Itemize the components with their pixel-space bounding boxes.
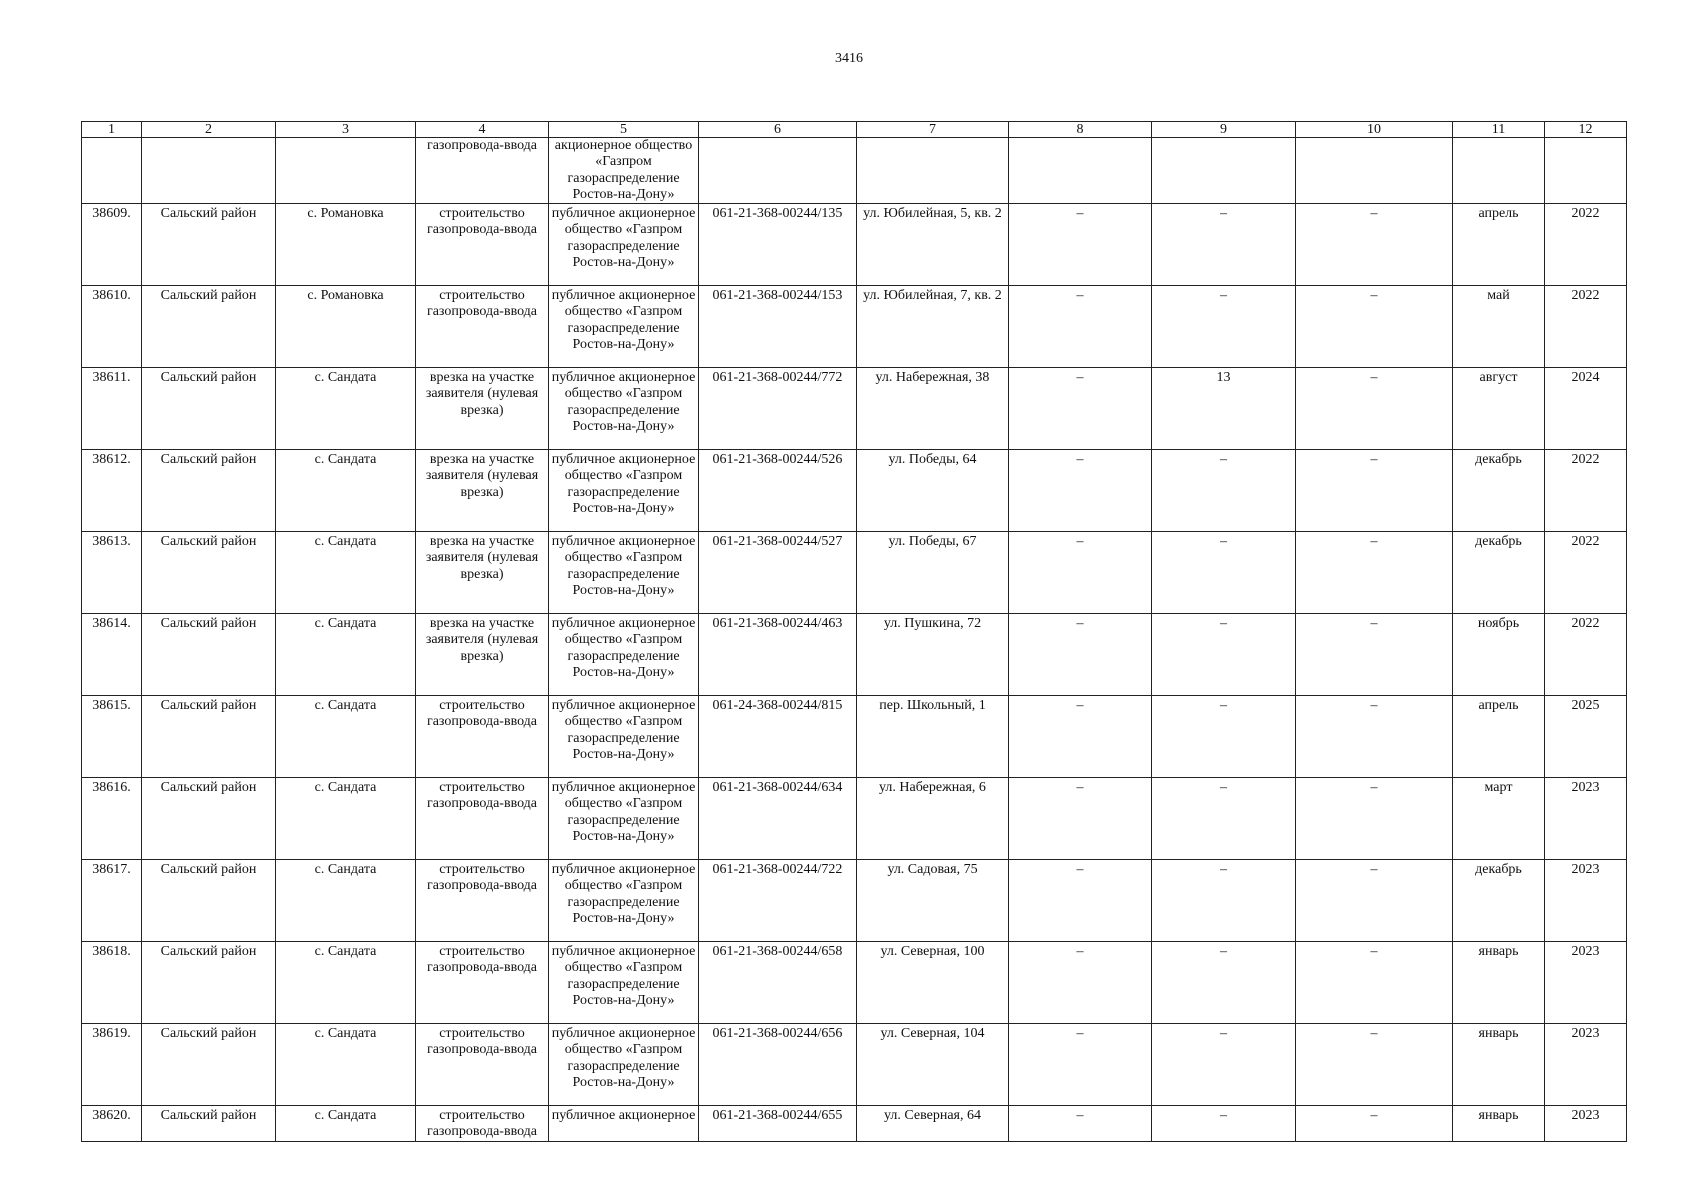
- cell-work-type: врезка на участке заявителя (нулевая врезка): [416, 450, 549, 532]
- cell-year: 2023: [1545, 942, 1627, 1024]
- cell-col10: –: [1296, 286, 1453, 368]
- column-header: 11: [1453, 122, 1545, 138]
- cell-org: публичное акционерное общество «Газпром газораспределение Ростов-на-Дону»: [549, 778, 699, 860]
- cell-work-type: строительство газопровода-ввода: [416, 204, 549, 286]
- cell-org: публичное акционерное общество «Газпром газораспределение Ростов-на-Дону»: [549, 286, 699, 368]
- cell-col10: –: [1296, 532, 1453, 614]
- cell-work-type: строительство газопровода-ввода: [416, 286, 549, 368]
- cell-org: публичное акционерное общество «Газпром газораспределение Ростов-на-Дону»: [549, 368, 699, 450]
- cell-work-type: строительство газопровода-ввода: [416, 942, 549, 1024]
- cell-col8: –: [1009, 1106, 1152, 1142]
- table-row: [82, 450, 1627, 532]
- cell-col10: –: [1296, 368, 1453, 450]
- cell-num: [82, 138, 142, 204]
- cell-col8: –: [1009, 286, 1152, 368]
- cell-locality: с. Сандата: [276, 614, 416, 696]
- column-header: 4: [416, 122, 549, 138]
- cell-org: публичное акционерное общество «Газпром газораспределение Ростов-на-Дону»: [549, 1024, 699, 1106]
- cell-district: Сальский район: [142, 450, 276, 532]
- cell-org: публичное акционерное общество «Газпром газораспределение Ростов-на-Дону»: [549, 696, 699, 778]
- cell-col8: [1009, 138, 1152, 204]
- cell-month: декабрь: [1453, 532, 1545, 614]
- table-row: [82, 204, 1627, 286]
- table-row: [82, 696, 1627, 778]
- cell-locality: [276, 138, 416, 204]
- cell-num: 38612.: [82, 450, 142, 532]
- cell-year: 2024: [1545, 368, 1627, 450]
- cell-district: Сальский район: [142, 614, 276, 696]
- cell-address: ул. Северная, 100: [857, 942, 1009, 1024]
- cell-col8: –: [1009, 450, 1152, 532]
- column-header: 5: [549, 122, 699, 138]
- header-row: [82, 122, 1627, 138]
- cell-num: 38617.: [82, 860, 142, 942]
- cell-district: Сальский район: [142, 532, 276, 614]
- cell-work-type: строительство газопровода-ввода: [416, 1024, 549, 1106]
- cell-month: декабрь: [1453, 860, 1545, 942]
- cell-col10: –: [1296, 614, 1453, 696]
- column-header: 2: [142, 122, 276, 138]
- cell-address: ул. Пушкина, 72: [857, 614, 1009, 696]
- cell-col8: –: [1009, 614, 1152, 696]
- cell-year: 2025: [1545, 696, 1627, 778]
- cell-num: 38610.: [82, 286, 142, 368]
- cell-col8: –: [1009, 778, 1152, 860]
- table-row: [82, 368, 1627, 450]
- cell-month: январь: [1453, 1106, 1545, 1142]
- table-row: [82, 860, 1627, 942]
- cell-address: ул. Северная, 64: [857, 1106, 1009, 1142]
- cell-col10: –: [1296, 860, 1453, 942]
- column-header: 8: [1009, 122, 1152, 138]
- cell-code: 061-21-368-00244/772: [699, 368, 857, 450]
- cell-num: 38611.: [82, 368, 142, 450]
- cell-col8: –: [1009, 204, 1152, 286]
- cell-code: 061-21-368-00244/655: [699, 1106, 857, 1142]
- table-row: [82, 532, 1627, 614]
- column-header: 7: [857, 122, 1009, 138]
- cell-year: 2022: [1545, 532, 1627, 614]
- register-table: [81, 121, 1627, 1142]
- cell-col8: –: [1009, 532, 1152, 614]
- cell-address: ул. Северная, 104: [857, 1024, 1009, 1106]
- cell-locality: с. Сандата: [276, 860, 416, 942]
- table-row: [82, 286, 1627, 368]
- cell-year: 2023: [1545, 778, 1627, 860]
- cell-org: публичное акционерное общество «Газпром газораспределение Ростов-на-Дону»: [549, 450, 699, 532]
- cell-work-type: строительство газопровода-ввода: [416, 860, 549, 942]
- cell-col10: –: [1296, 450, 1453, 532]
- cell-locality: с. Сандата: [276, 368, 416, 450]
- cell-col9: –: [1152, 696, 1296, 778]
- cell-col9: –: [1152, 942, 1296, 1024]
- column-header: 3: [276, 122, 416, 138]
- cell-col9: –: [1152, 450, 1296, 532]
- cell-col10: –: [1296, 204, 1453, 286]
- cell-work-type: врезка на участке заявителя (нулевая врезка): [416, 614, 549, 696]
- cell-code: 061-21-368-00244/527: [699, 532, 857, 614]
- table-row: [82, 614, 1627, 696]
- cell-district: Сальский район: [142, 778, 276, 860]
- cell-locality: с. Сандата: [276, 696, 416, 778]
- cell-num: 38618.: [82, 942, 142, 1024]
- column-header: 1: [82, 122, 142, 138]
- cell-code: 061-21-368-00244/656: [699, 1024, 857, 1106]
- cell-locality: с. Романовка: [276, 204, 416, 286]
- cell-district: Сальский район: [142, 1024, 276, 1106]
- continued-row: [82, 138, 1627, 204]
- cell-col9: –: [1152, 1024, 1296, 1106]
- cell-work-type: врезка на участке заявителя (нулевая врезка): [416, 368, 549, 450]
- cell-col8: –: [1009, 860, 1152, 942]
- cell-col9: –: [1152, 286, 1296, 368]
- cell-district: Сальский район: [142, 368, 276, 450]
- cell-col8: –: [1009, 1024, 1152, 1106]
- table-row: [82, 778, 1627, 860]
- cell-work-type: строительство газопровода-ввода: [416, 696, 549, 778]
- cell-num: 38616.: [82, 778, 142, 860]
- cell-year: 2023: [1545, 1024, 1627, 1106]
- cell-locality: с. Романовка: [276, 286, 416, 368]
- cell-year: [1545, 138, 1627, 204]
- cell-col8: –: [1009, 368, 1152, 450]
- column-header: 12: [1545, 122, 1627, 138]
- cell-year: 2022: [1545, 450, 1627, 532]
- cell-col9: –: [1152, 614, 1296, 696]
- cell-col9: [1152, 138, 1296, 204]
- cell-address: ул. Набережная, 38: [857, 368, 1009, 450]
- cell-year: 2022: [1545, 286, 1627, 368]
- column-header: 10: [1296, 122, 1453, 138]
- cell-month: [1453, 138, 1545, 204]
- cell-work-type: врезка на участке заявителя (нулевая врезка): [416, 532, 549, 614]
- cell-address: ул. Набережная, 6: [857, 778, 1009, 860]
- cell-num: 38619.: [82, 1024, 142, 1106]
- table-body: [82, 138, 1627, 1142]
- cell-district: Сальский район: [142, 860, 276, 942]
- cell-locality: с. Сандата: [276, 1024, 416, 1106]
- cell-code: 061-21-368-00244/153: [699, 286, 857, 368]
- column-header: 9: [1152, 122, 1296, 138]
- cell-org: акционерное общество «Газпром газораспределение Ростов-на-Дону»: [549, 138, 699, 204]
- cell-month: ноябрь: [1453, 614, 1545, 696]
- cell-col9: –: [1152, 778, 1296, 860]
- cell-code: 061-24-368-00244/815: [699, 696, 857, 778]
- cell-col9: –: [1152, 860, 1296, 942]
- cell-num: 38614.: [82, 614, 142, 696]
- cell-address: ул. Победы, 64: [857, 450, 1009, 532]
- table-row: [82, 1106, 1627, 1142]
- cell-month: май: [1453, 286, 1545, 368]
- cell-col10: –: [1296, 778, 1453, 860]
- cell-year: 2022: [1545, 614, 1627, 696]
- cell-col10: [1296, 138, 1453, 204]
- cell-month: апрель: [1453, 204, 1545, 286]
- cell-year: 2022: [1545, 204, 1627, 286]
- cell-work-type: строительство газопровода-ввода: [416, 778, 549, 860]
- cell-month: январь: [1453, 1024, 1545, 1106]
- cell-col8: –: [1009, 696, 1152, 778]
- cell-year: 2023: [1545, 1106, 1627, 1142]
- cell-num: 38615.: [82, 696, 142, 778]
- cell-num: 38609.: [82, 204, 142, 286]
- cell-month: апрель: [1453, 696, 1545, 778]
- cell-code: 061-21-368-00244/658: [699, 942, 857, 1024]
- cell-org: публичное акционерное общество «Газпром газораспределение Ростов-на-Дону»: [549, 942, 699, 1024]
- cell-col9: –: [1152, 1106, 1296, 1142]
- page-number: 3416: [835, 51, 863, 66]
- cell-org: публичное акционерное общество «Газпром газораспределение Ростов-на-Дону»: [549, 532, 699, 614]
- cell-month: август: [1453, 368, 1545, 450]
- cell-month: декабрь: [1453, 450, 1545, 532]
- cell-col10: –: [1296, 1024, 1453, 1106]
- cell-col8: –: [1009, 942, 1152, 1024]
- cell-code: 061-21-368-00244/135: [699, 204, 857, 286]
- cell-org: публичное акционерное общество «Газпром газораспределение Ростов-на-Дону»: [549, 614, 699, 696]
- cell-code: [699, 138, 857, 204]
- cell-num: 38620.: [82, 1106, 142, 1142]
- cell-col10: –: [1296, 942, 1453, 1024]
- cell-code: 061-21-368-00244/722: [699, 860, 857, 942]
- cell-year: 2023: [1545, 860, 1627, 942]
- cell-district: Сальский район: [142, 942, 276, 1024]
- cell-district: Сальский район: [142, 286, 276, 368]
- cell-org: публичное акционерное: [549, 1106, 699, 1142]
- cell-address: ул. Юбилейная, 7, кв. 2: [857, 286, 1009, 368]
- table-row: [82, 1024, 1627, 1106]
- table-row: [82, 942, 1627, 1024]
- cell-address: ул. Юбилейная, 5, кв. 2: [857, 204, 1009, 286]
- cell-address: [857, 138, 1009, 204]
- cell-org: публичное акционерное общество «Газпром газораспределение Ростов-на-Дону»: [549, 204, 699, 286]
- cell-month: январь: [1453, 942, 1545, 1024]
- cell-locality: с. Сандата: [276, 942, 416, 1024]
- cell-work-type: строительство газопровода-ввода: [416, 1106, 549, 1142]
- cell-col10: –: [1296, 1106, 1453, 1142]
- cell-address: пер. Школьный, 1: [857, 696, 1009, 778]
- cell-locality: с. Сандата: [276, 532, 416, 614]
- cell-col9: 13: [1152, 368, 1296, 450]
- cell-locality: с. Сандата: [276, 450, 416, 532]
- cell-col9: –: [1152, 532, 1296, 614]
- cell-col9: –: [1152, 204, 1296, 286]
- cell-locality: с. Сандата: [276, 1106, 416, 1142]
- cell-district: Сальский район: [142, 696, 276, 778]
- cell-address: ул. Садовая, 75: [857, 860, 1009, 942]
- cell-address: ул. Победы, 67: [857, 532, 1009, 614]
- column-header: 6: [699, 122, 857, 138]
- cell-code: 061-21-368-00244/463: [699, 614, 857, 696]
- cell-month: март: [1453, 778, 1545, 860]
- cell-locality: с. Сандата: [276, 778, 416, 860]
- cell-org: публичное акционерное общество «Газпром газораспределение Ростов-на-Дону»: [549, 860, 699, 942]
- cell-num: 38613.: [82, 532, 142, 614]
- cell-col10: –: [1296, 696, 1453, 778]
- cell-district: Сальский район: [142, 204, 276, 286]
- cell-code: 061-21-368-00244/526: [699, 450, 857, 532]
- cell-district: Сальский район: [142, 1106, 276, 1142]
- cell-district: [142, 138, 276, 204]
- cell-work-type: газопровода-ввода: [416, 138, 549, 204]
- cell-code: 061-21-368-00244/634: [699, 778, 857, 860]
